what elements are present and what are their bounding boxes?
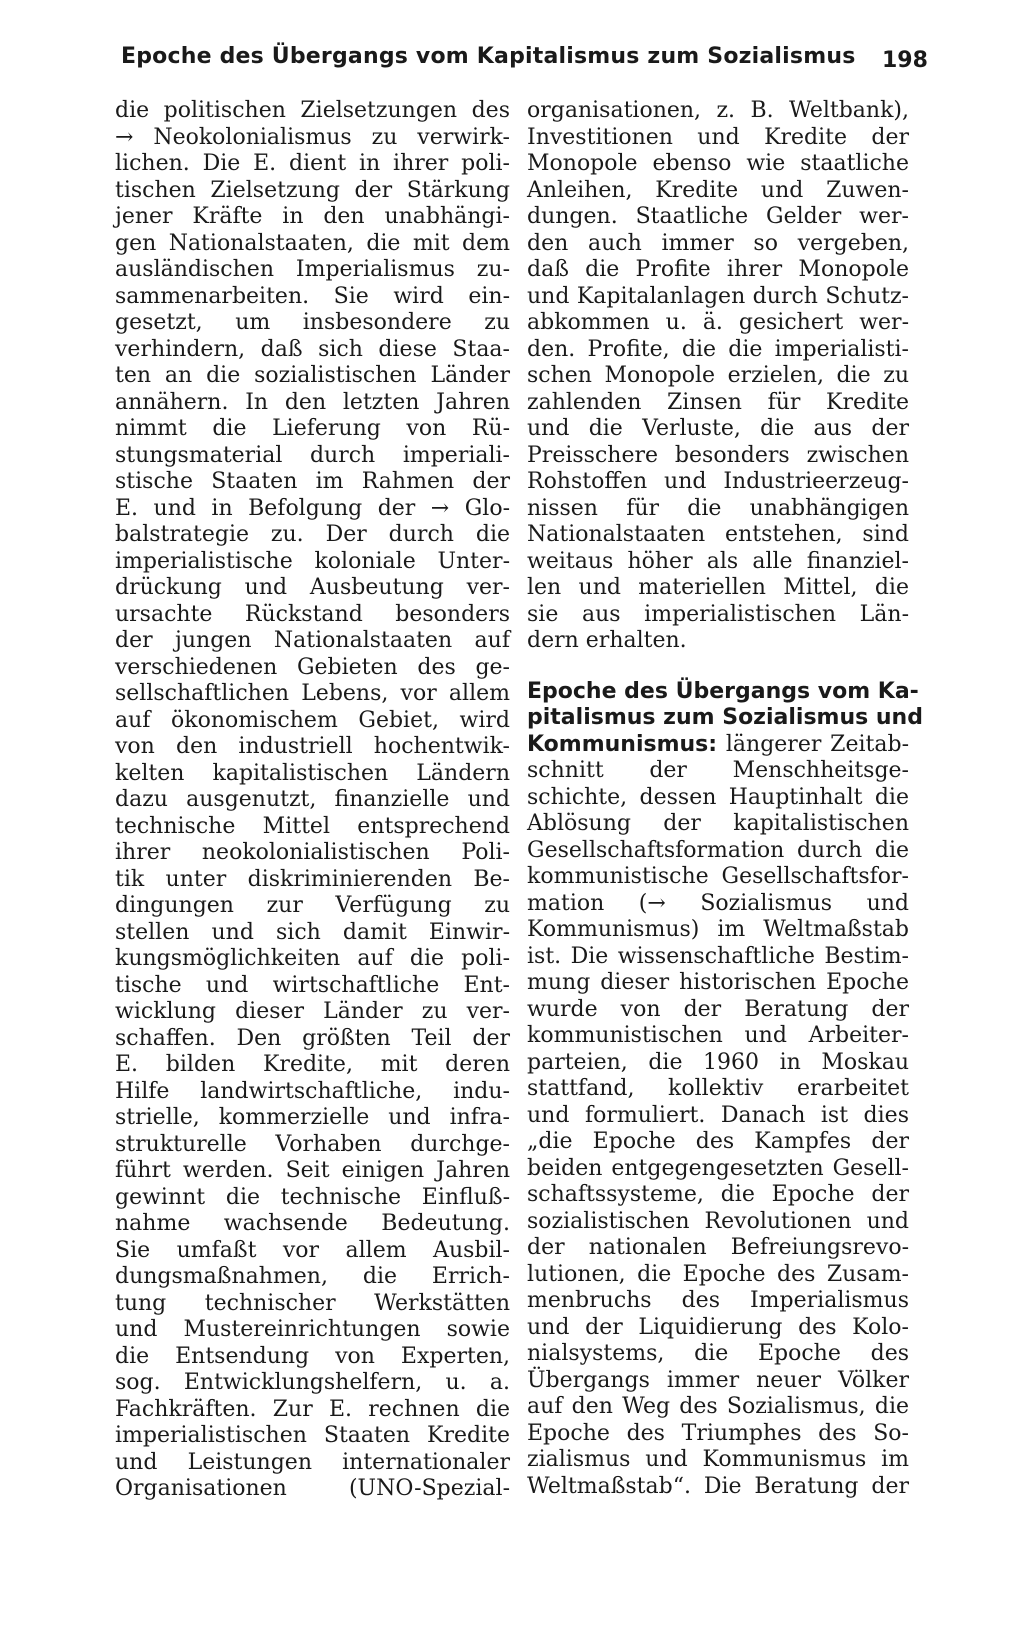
- text-line: Gesellschaftsformation durch die: [527, 837, 909, 863]
- text-line: menbruchs des Imperialismus: [527, 1288, 909, 1313]
- text-line: gewinnt die technische Einfluß-: [115, 1184, 510, 1210]
- text-line: nahme wachsende Bedeutung.: [115, 1211, 510, 1236]
- text-line: wicklung dieser Länder zu ver-: [115, 999, 510, 1024]
- text-line: daß die Profite ihrer Monopole: [527, 257, 909, 282]
- text-line: der jungen Nationalstaaten auf: [115, 628, 510, 653]
- text-line: → Neokolonialismus zu verwirk-: [115, 124, 510, 150]
- text-line: stische Staaten im Rahmen der: [115, 469, 510, 494]
- text-line: zialismus und Kommunismus im: [527, 1447, 909, 1472]
- text-line: tischen Zielsetzung der Stärkung: [115, 177, 510, 203]
- text-line: jener Kräfte in den unabhängi-: [115, 204, 510, 229]
- text-line: schen Monopole erzielen, die zu: [527, 363, 909, 388]
- text-line: stungsmaterial durch imperiali-: [115, 442, 510, 468]
- entry-heading-term: Kommunismus:: [527, 731, 718, 757]
- text-line: tik unter diskriminierenden Be-: [115, 866, 510, 892]
- text-line: schichte, dessen Hauptinhalt die: [527, 784, 909, 810]
- text-line: ten an die sozialistischen Länder: [115, 363, 510, 388]
- text-line: Weltmaßstab“. Die Beratung der: [527, 1473, 909, 1499]
- text-line: nialsystems, die Epoche des: [527, 1341, 909, 1366]
- text-line: strukturelle Vorhaben durchge-: [115, 1131, 510, 1157]
- text-line: lutionen, die Epoche des Zusam-: [527, 1261, 909, 1287]
- entry-heading-line: [527, 732, 909, 759]
- text-line: die Entsendung von Experten,: [115, 1343, 510, 1369]
- text-line: wurde von der Beratung der: [527, 996, 909, 1022]
- text-line: Übergangs immer neuer Völker: [527, 1367, 909, 1393]
- text-line: abkommen u. ä. gesichert wer-: [527, 310, 909, 335]
- text-line: strielle, kommerzielle und infra-: [115, 1105, 510, 1130]
- text-line: „die Epoche des Kampfes der: [527, 1129, 909, 1154]
- text-line: ihrer neokolonialistischen Poli-: [115, 840, 510, 865]
- text-line: Kommunismus) im Weltmaßstab: [527, 917, 909, 942]
- text-line: die politischen Zielsetzungen des: [115, 98, 510, 123]
- entry-heading-line: Epoche des Übergangs vom Ka-: [527, 678, 919, 704]
- text-line: organisationen, z. B. Weltbank),: [527, 98, 909, 123]
- text-line: schaftssysteme, die Epoche der: [527, 1182, 909, 1207]
- text-line: von den industriell hochentwik-: [115, 734, 510, 759]
- text-line: Investitionen und Kredite der: [527, 124, 909, 150]
- text-line: auf den Weg des Sozialismus, die: [527, 1394, 909, 1419]
- text-line: kommunistische Gesellschaftsfor-: [527, 864, 909, 889]
- entry-heading-line: pitalismus zum Sozialismus und: [527, 705, 923, 730]
- running-head: Epoche des Übergangs vom Kapitalismus zum Sozialismus: [121, 44, 856, 69]
- text-line: sellschaftlichen Lebens, vor allem: [115, 681, 510, 706]
- text-line: den. Profite, die die imperialisti-: [527, 336, 909, 362]
- text-line: Monopole ebenso wie staatliche: [527, 151, 909, 176]
- text-line: imperialistische koloniale Unter-: [115, 548, 510, 574]
- text-line: Nationalstaaten entstehen, sind: [527, 522, 909, 547]
- text-line: E. und in Befolgung der → Glo-: [115, 495, 510, 521]
- text-line: Organisationen (UNO-Spezial-: [115, 1476, 510, 1501]
- text-line: drückung und Ausbeutung ver-: [115, 575, 510, 600]
- text-line: mung dieser historischen Epoche: [527, 970, 909, 995]
- text-line: stellen und sich damit Einwir-: [115, 919, 510, 945]
- text-line: Fachkräften. Zur E. rechnen die: [115, 1396, 510, 1422]
- entry-definition-start: längerer Zeitab-: [717, 731, 909, 757]
- text-line: balstrategie zu. Der durch die: [115, 522, 510, 547]
- paragraph-gap: [527, 655, 909, 679]
- text-line: dern erhalten.: [527, 628, 687, 653]
- text-line: kommunistischen und Arbeiter-: [527, 1023, 909, 1048]
- text-line: sammenarbeiten. Sie wird ein-: [115, 283, 510, 309]
- text-line: gen Nationalstaaten, die mit dem: [115, 230, 510, 256]
- text-line: annähern. In den letzten Jahren: [115, 389, 510, 415]
- text-line: und Mustereinrichtungen sowie: [115, 1317, 510, 1342]
- text-line: kungsmöglichkeiten auf die poli-: [115, 946, 510, 971]
- text-line: verschiedenen Gebieten des ge-: [115, 654, 510, 680]
- text-line: Epoche des Triumphes des So-: [527, 1420, 909, 1446]
- text-line: und formuliert. Danach ist dies: [527, 1102, 909, 1128]
- text-line: weitaus höher als alle finanziel-: [527, 548, 909, 574]
- text-line: und Kapitalanlagen durch Schutz-: [527, 283, 909, 309]
- text-line: gesetzt, um insbesondere zu: [115, 310, 510, 335]
- text-line: den auch immer so vergeben,: [527, 230, 909, 256]
- text-line: ist. Die wissenschaftliche Bestim-: [527, 943, 909, 969]
- text-line: Anleihen, Kredite und Zuwen-: [527, 177, 909, 203]
- text-line: zahlenden Zinsen für Kredite: [527, 389, 909, 415]
- text-line: der nationalen Befreiungsrevo-: [527, 1235, 909, 1260]
- text-line: tische und wirtschaftliche Ent-: [115, 972, 510, 998]
- text-line: schnitt der Menschheitsge-: [527, 758, 909, 783]
- text-line: tung technischer Werkstätten: [115, 1290, 510, 1316]
- text-line: kelten kapitalistischen Ländern: [115, 760, 510, 786]
- text-line: sozialistischen Revolutionen und: [527, 1208, 909, 1234]
- page-number: 198: [882, 48, 928, 73]
- text-line: nimmt die Lieferung von Rü-: [115, 416, 510, 441]
- text-line: Hilfe landwirtschaftliche, indu-: [115, 1078, 510, 1104]
- text-line: E. bilden Kredite, mit deren: [115, 1052, 510, 1077]
- text-line: ausländischen Imperialismus zu-: [115, 257, 510, 282]
- text-line: dingungen zur Verfügung zu: [115, 893, 510, 918]
- text-line: verhindern, daß sich diese Staa-: [115, 336, 510, 362]
- text-line: und die Verluste, die aus der: [527, 416, 909, 441]
- text-line: schaffen. Den größten Teil der: [115, 1025, 510, 1051]
- text-line: Preisschere besonders zwischen: [527, 442, 909, 468]
- text-line: sie aus imperialistischen Län-: [527, 601, 909, 627]
- text-line: mation (→ Sozialismus und: [527, 890, 909, 916]
- text-line: beiden entgegengesetzten Gesell-: [527, 1155, 909, 1181]
- text-line: imperialistischen Staaten Kredite: [115, 1423, 510, 1448]
- text-line: sog. Entwicklungshelfern, u. a.: [115, 1370, 510, 1395]
- text-line: dungen. Staatliche Gelder wer-: [527, 204, 909, 229]
- text-line: lichen. Die E. dient in ihrer poli-: [115, 151, 510, 176]
- left-column: [115, 98, 510, 1503]
- text-line: len und materiellen Mittel, die: [527, 575, 909, 600]
- text-line: dungsmaßnahmen, die Errich-: [115, 1264, 510, 1289]
- right-column: [527, 98, 923, 1500]
- text-line: Ablösung der kapitalistischen: [527, 811, 909, 836]
- text-line: Sie umfaßt vor allem Ausbil-: [115, 1237, 510, 1263]
- text-line: führt werden. Seit einigen Jahren: [115, 1158, 510, 1183]
- text-line: und Leistungen internationaler: [115, 1449, 510, 1475]
- text-line: technische Mittel entsprechend: [115, 813, 510, 839]
- text-line: nissen für die unabhängigen: [527, 495, 909, 521]
- text-line: Rohstoffen und Industrieerzeug-: [527, 469, 909, 494]
- text-line: ursachte Rückstand besonders: [115, 601, 510, 627]
- text-line: dazu ausgenutzt, finanzielle und: [115, 787, 510, 812]
- text-line: stattfand, kollektiv erarbeitet: [527, 1076, 909, 1101]
- text-line: auf ökonomischem Gebiet, wird: [115, 707, 510, 733]
- text-line: parteien, die 1960 in Moskau: [527, 1049, 909, 1075]
- text-line: und der Liquidierung des Kolo-: [527, 1314, 909, 1340]
